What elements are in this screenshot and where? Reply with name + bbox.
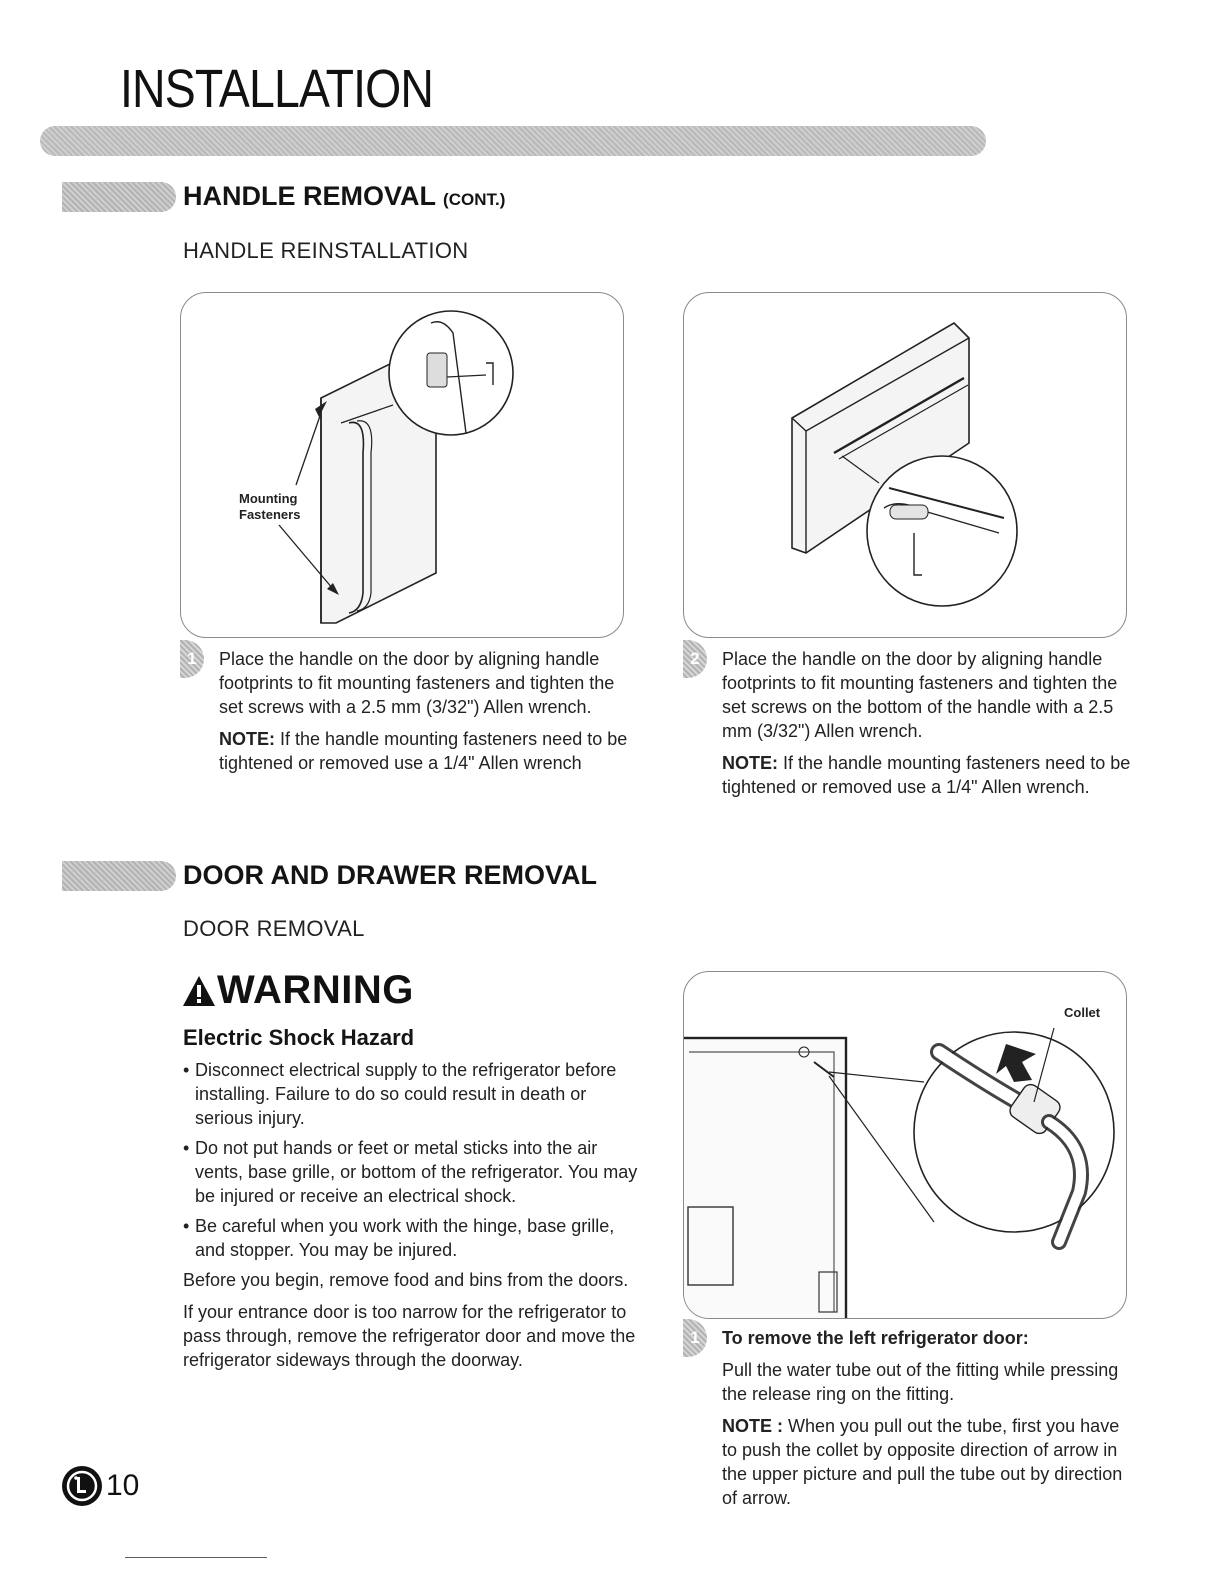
warning-bullet-list [183, 1058, 648, 1262]
callout-mounting-fasteners: Mounting Fasteners [239, 491, 301, 522]
figure-handle-step-2 [683, 292, 1127, 638]
step-2-text-block [722, 647, 1132, 807]
door-handle-illustration [181, 293, 623, 637]
section-marker [62, 861, 176, 891]
door-step-1-instruction: Pull the water tube out of the fitting while pressing the release ring on the fitting. [722, 1360, 1119, 1404]
step-2-instruction: Place the handle on the door by aligning handle footprints to fit mounting fasteners and tighten the set screws on the bottom of the handle with a 2.5 mm (3/32") Allen wrench. [722, 649, 1118, 741]
door-step-1-heading: To remove the left refrigerator door: [722, 1328, 1029, 1348]
step-1-instruction: Place the handle on the door by aligning handle footprints to fit mounting fasteners and tighten the set screws with a 2.5 mm (3/32") Allen wrench. [219, 649, 615, 717]
warning-heading [181, 968, 414, 1013]
title-bar-decoration [40, 126, 986, 156]
step-badge-1: 1 [180, 640, 204, 678]
section-title-suffix: (CONT.) [443, 190, 506, 209]
note-label: NOTE: [219, 729, 275, 749]
warning-hazard-title: Electric Shock Hazard [183, 1025, 415, 1050]
note-text: When you pull out the tube, first you have to push the collet by opposite direction of arrow in the upper picture and pull the tube out by direction of arrow. [722, 1416, 1123, 1508]
warning-paragraph-2: If your entrance door is too narrow for the refrigerator to pass through, remove the refrigerator door and move the refrigerator sideways through the doorway. [183, 1302, 636, 1370]
door-handle-bottom-illustration [684, 293, 1126, 637]
door-step-1-text-block [722, 1326, 1132, 1518]
water-tube-illustration [684, 972, 1126, 1318]
warning-triangle-icon [181, 974, 217, 1008]
lg-logo-icon [60, 1464, 104, 1508]
step-1-text-block [219, 647, 629, 783]
figure-handle-step-1 [180, 292, 624, 638]
step-2-note [722, 751, 1132, 799]
step-1-note [219, 727, 629, 775]
figure-water-tube-removal [683, 971, 1127, 1319]
warning-bullet: • Disconnect electrical supply to the refrigerator before installing. Failure to do so could result in death or serious injury. [183, 1058, 648, 1130]
subtitle-door-removal: DOOR REMOVAL [183, 916, 365, 941]
note-label: NOTE : [722, 1416, 783, 1436]
page-title: INSTALLATION [120, 59, 434, 119]
callout-collet: Collet [1064, 1005, 1101, 1020]
note-label: NOTE: [722, 753, 778, 773]
warning-title: WARNING [217, 968, 414, 1012]
door-step-1-note [722, 1414, 1132, 1510]
section-title-door-drawer-removal: DOOR AND DRAWER REMOVAL [183, 860, 597, 890]
section-title-text: HANDLE REMOVAL [183, 181, 436, 211]
warning-bullet: • Be careful when you work with the hinge, base grille, and stopper. You may be injured. [183, 1214, 648, 1262]
step-badge-2: 2 [683, 640, 707, 678]
warning-paragraph-1: Before you begin, remove food and bins from the doors. [183, 1270, 629, 1290]
footer-divider [125, 1557, 267, 1558]
note-text: If the handle mounting fasteners need to be tightened or removed use a 1/4" Allen wrench. [722, 753, 1131, 797]
section-title-handle-removal [183, 181, 505, 212]
warning-body [183, 1058, 648, 1380]
page-number: 10 [106, 1469, 140, 1502]
step-badge-door-1: 1 [683, 1319, 707, 1357]
warning-bullet: • Do not put hands or feet or metal sticks into the air vents, base grille, or bottom of the refrigerator. You may be injured or receive an electrical shock. [183, 1136, 648, 1208]
note-text: If the handle mounting fasteners need to be tightened or removed use a 1/4" Allen wrench [219, 729, 628, 773]
section-marker [62, 182, 176, 212]
subtitle-handle-reinstallation: HANDLE REINSTALLATION [183, 238, 469, 263]
